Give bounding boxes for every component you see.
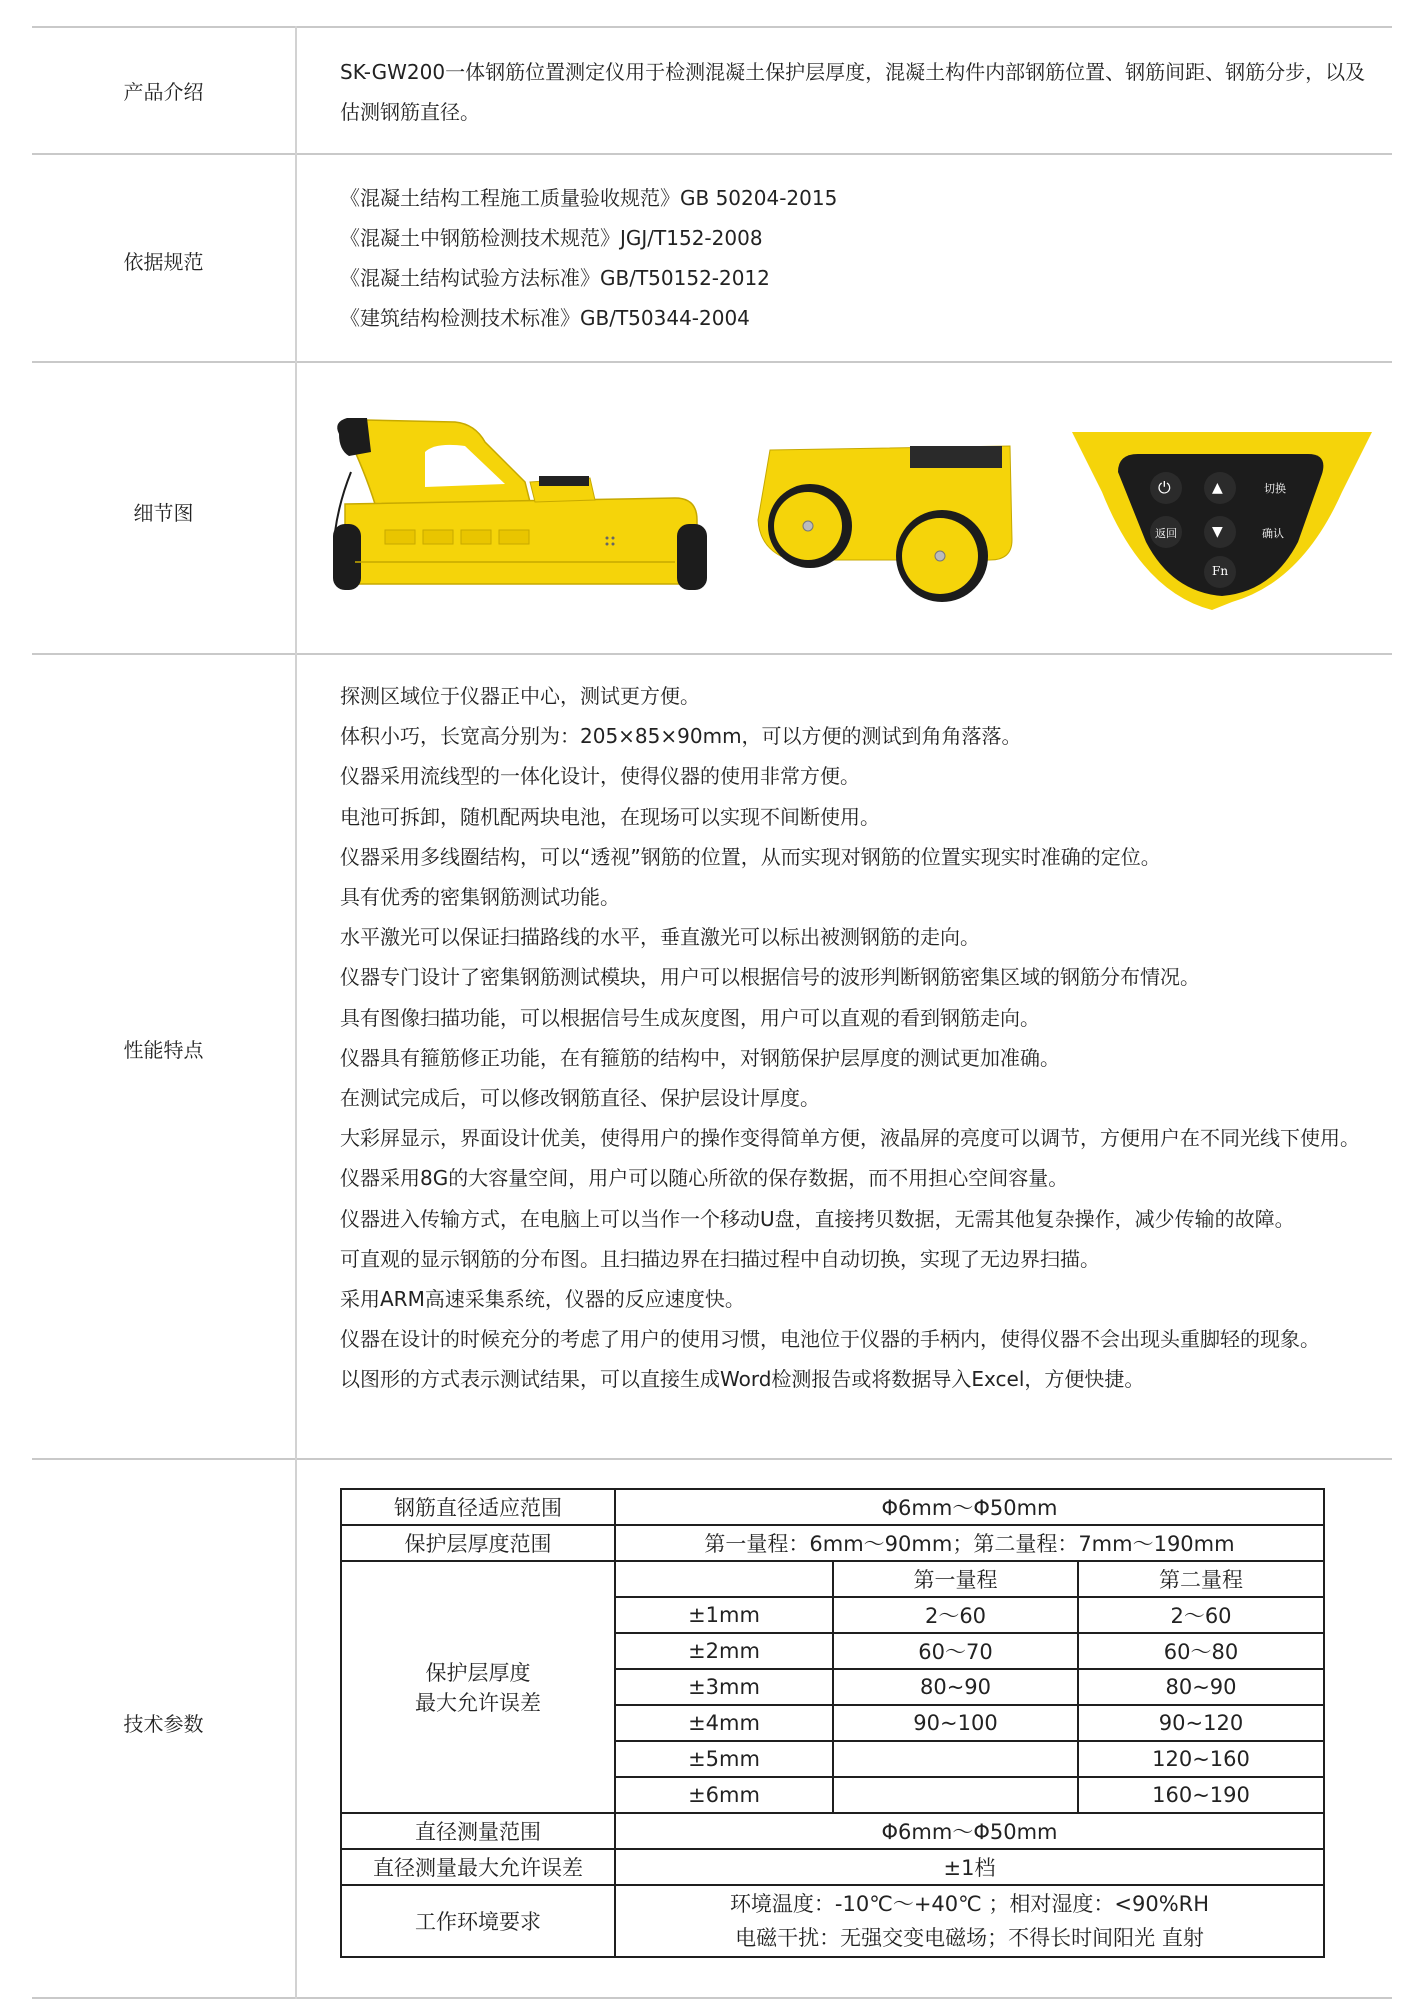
keypad-image xyxy=(1072,432,1372,610)
spec-cell-value: Φ6mm～Φ50mm xyxy=(615,1813,1324,1849)
spec-cell-value xyxy=(615,1885,1324,1957)
feature-item: 在测试完成后，可以修改钢筋直径、保护层设计厚度。 xyxy=(340,1086,820,1111)
range1-cell: 60～70 xyxy=(833,1633,1078,1669)
basis-list xyxy=(340,178,1370,338)
tolerance-cell: ±6mm xyxy=(615,1777,833,1813)
details-label: 细节图 xyxy=(133,501,194,525)
up-key-icon: ▲ xyxy=(1212,480,1223,496)
range2-cell: 90~120 xyxy=(1078,1705,1324,1741)
back-key-label: 返回 xyxy=(1155,527,1177,540)
basis-item: 《混凝土结构工程施工质量验收规范》GB 50204-2015 xyxy=(340,186,838,210)
row-divider xyxy=(32,26,1392,28)
error-label-line: 最大允许误差 xyxy=(415,1691,541,1715)
range1-cell: 80~90 xyxy=(833,1669,1078,1705)
env-line: 环境温度：-10℃～+40℃ ；相对湿度：<90%RH xyxy=(729,1892,1210,1916)
feature-item: 仪器在设计的时候充分的考虑了用户的使用习惯，电池位于仪器的手柄内，使得仪器不会出现头重脚轻的现象。 xyxy=(340,1327,1320,1352)
column-divider xyxy=(295,26,297,1999)
feature-item: 仪器具有箍筋修正功能，在有箍筋的结构中，对钢筋保护层厚度的测试更加准确。 xyxy=(340,1045,1060,1070)
down-key-icon: ▼ xyxy=(1212,524,1223,540)
intro-text: SK-GW200一体钢筋位置测定仪用于检测混凝土保护层厚度，混凝土构件内部钢筋位置、钢筋间距、钢筋分步，以及估测钢筋直径。 xyxy=(340,60,1366,124)
range1-cell: 90~100 xyxy=(833,1705,1078,1741)
tolerance-cell: ±5mm xyxy=(615,1741,833,1777)
spec-header: 第二量程 xyxy=(1078,1561,1324,1597)
tolerance-cell: ±1mm xyxy=(615,1597,833,1633)
feature-item: 仪器采用多线圈结构，可以“透视”钢筋的位置，从而实现对钢筋的位置实现实时准确的定位。 xyxy=(340,844,1161,869)
feature-item: 具有图像扫描功能，可以根据信号生成灰度图，用户可以直观的看到钢筋走向。 xyxy=(340,1005,1040,1030)
device-wheels-image xyxy=(750,440,1020,610)
basis-label: 依据规范 xyxy=(123,250,204,274)
spec-table xyxy=(340,1488,1325,1958)
basis-item: 《混凝土中钢筋检测技术规范》JGJ/T152-2008 xyxy=(340,226,763,250)
tolerance-cell: ±4mm xyxy=(615,1705,833,1741)
spec-cell-empty xyxy=(615,1561,833,1597)
error-label-line: 保护层厚度 xyxy=(425,1661,531,1685)
spec-cell-value: ±1档 xyxy=(615,1849,1324,1885)
row-divider xyxy=(32,153,1392,155)
power-key-icon: ⏻ xyxy=(1158,478,1171,497)
feature-item: 仪器专门设计了密集钢筋测试模块，用户可以根据信号的波形判断钢筋密集区域的钢筋分布情况。 xyxy=(340,965,1200,990)
feature-item: 仪器采用流线型的一体化设计，使得仪器的使用非常方便。 xyxy=(340,764,860,789)
range1-cell xyxy=(833,1777,1078,1813)
feature-item: 仪器进入传输方式，在电脑上可以当作一个移动U盘，直接拷贝数据，无需其他复杂操作，减少传输的故障。 xyxy=(340,1206,1295,1231)
spec-header: 第一量程 xyxy=(833,1561,1078,1597)
feature-item: 探测区域位于仪器正中心，测试更方便。 xyxy=(340,684,700,708)
feature-item: 具有优秀的密集钢筋测试功能。 xyxy=(340,885,620,910)
features-label: 性能特点 xyxy=(123,1038,204,1062)
range1-cell xyxy=(833,1741,1078,1777)
feature-item: 采用ARM高速采集系统，仪器的反应速度快。 xyxy=(340,1287,745,1312)
spec-cell-value: Φ6mm～Φ50mm xyxy=(615,1489,1324,1525)
feature-item: 大彩屏显示，界面设计优美，使得用户的操作变得简单方便，液晶屏的亮度可以调节，方便用户在不同光线下使用。 xyxy=(340,1126,1360,1151)
range2-cell: 120~160 xyxy=(1078,1741,1324,1777)
row-divider xyxy=(32,1997,1392,1999)
features-list xyxy=(340,676,1370,1400)
range1-cell: 2～60 xyxy=(833,1597,1078,1633)
row-divider xyxy=(32,653,1392,655)
range2-cell: 60～80 xyxy=(1078,1633,1324,1669)
spec-cell-label: 钢筋直径适应范围 xyxy=(341,1489,615,1525)
range2-cell: 80~90 xyxy=(1078,1669,1324,1705)
fn-key-label: Fn xyxy=(1212,564,1229,578)
feature-item: 仪器采用8G的大容量空间，用户可以随心所欲的保存数据，而不用担心空间容量。 xyxy=(340,1166,1069,1191)
range2-cell: 160~190 xyxy=(1078,1777,1324,1813)
row-divider xyxy=(32,1458,1392,1460)
tolerance-cell: ±3mm xyxy=(615,1669,833,1705)
feature-item: 可直观的显示钢筋的分布图。且扫描边界在扫描过程中自动切换，实现了无边界扫描。 xyxy=(340,1246,1100,1271)
spec-cell-label: 保护层厚度范围 xyxy=(341,1525,615,1561)
feature-item: 以图形的方式表示测试结果，可以直接生成Word检测报告或将数据导入Excel，方便快捷。 xyxy=(340,1367,1145,1392)
spec-cell-label: 直径测量范围 xyxy=(341,1813,615,1849)
switch-key-label: 切换 xyxy=(1264,482,1286,495)
tolerance-cell: ±2mm xyxy=(615,1633,833,1669)
spec-cell-value: 第一量程：6mm～90mm；第二量程：7mm～190mm xyxy=(615,1525,1324,1561)
basis-item: 《建筑结构检测技术标准》GB/T50344-2004 xyxy=(340,306,750,330)
basis-item: 《混凝土结构试验方法标准》GB/T50152-2012 xyxy=(340,266,770,290)
specs-label: 技术参数 xyxy=(123,1712,204,1736)
row-divider xyxy=(32,361,1392,363)
confirm-key-label: 确认 xyxy=(1262,527,1284,540)
spec-cell-label xyxy=(341,1561,615,1813)
range2-cell: 2～60 xyxy=(1078,1597,1324,1633)
device-side-image xyxy=(325,412,711,602)
spec-cell-label: 工作环境要求 xyxy=(341,1885,615,1957)
feature-item: 体积小巧，长宽高分别为：205×85×90mm，可以方便的测试到角角落落。 xyxy=(340,724,1022,749)
spec-cell-label: 直径测量最大允许误差 xyxy=(341,1849,615,1885)
env-line: 电磁干扰：无强交变电磁场；不得长时间阳光 直射 xyxy=(735,1926,1204,1950)
feature-item: 电池可拆卸，随机配两块电池，在现场可以实现不间断使用。 xyxy=(340,804,880,829)
feature-item: 水平激光可以保证扫描路线的水平，垂直激光可以标出被测钢筋的走向。 xyxy=(340,925,980,950)
intro-label: 产品介绍 xyxy=(123,80,204,104)
